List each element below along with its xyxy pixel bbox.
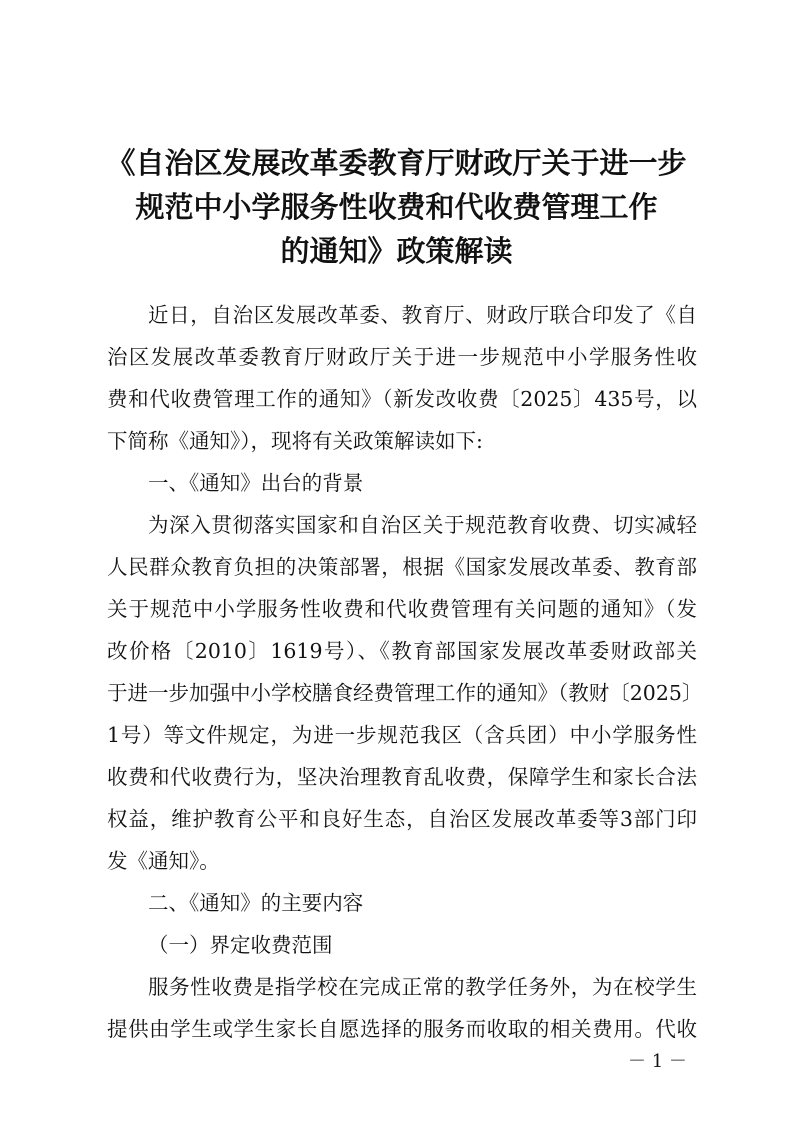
section-2-heading: 二、《通知》的主要内容 [148,891,364,915]
section-1-line-7: 收费和代收费行为，坚决治理教育乱收费，保障学生和家长合法 [107,765,697,789]
intro-line-3: 费和代收费管理工作的通知》（新发改收费〔2025〕435号，以 [107,387,697,411]
intro-line-1: 近日，自治区发展改革委、教育厅、财政厅联合印发了《自 [148,303,697,327]
section-2-line-1: 服务性收费是指学校在完成正常的教学任务外，为在校学生 [148,975,697,999]
section-1-line-2: 人民群众教育负担的决策部署，根据《国家发展改革委、教育部 [107,555,697,579]
section-2-subheading-1: （一）界定收费范围 [148,933,333,957]
title-line-3: 的通知》政策解读 [280,234,513,268]
title-line-1: 《自治区发展改革委教育厅财政厅关于进一步 [106,146,687,180]
section-1-line-1: 为深入贯彻落实国家和自治区关于规范教育收费、切实减轻 [148,513,697,537]
section-1-line-8: 权益，维护教育公平和良好生态，自治区发展改革委等3部门印 [107,807,697,831]
section-2-line-2: 提供由学生或学生家长自愿选择的服务而收取的相关费用。代收 [107,1017,697,1041]
section-1-line-5: 于进一步加强中小学校膳食经费管理工作的通知》（教财〔2025〕 [107,681,703,705]
section-1-line-6: 1号）等文件规定，为进一步规范我区（含兵团）中小学服务性 [107,723,697,747]
section-1-line-3: 关于规范中小学服务性收费和代收费管理有关问题的通知》（发 [107,597,697,621]
page-number: － 1 － [628,1051,687,1072]
title-line-2: 规范中小学服务性收费和代收费管理工作 [135,190,658,224]
section-1-heading: 一、《通知》出台的背景 [148,471,364,495]
section-1-line-9: 发《通知》。 [107,849,220,873]
section-1-line-4: 改价格〔2010〕1619号）、《教育部国家发展改革委财政部关 [107,639,697,663]
intro-line-4: 下简称《通知》），现将有关政策解读如下: [107,429,483,453]
intro-line-2: 治区发展改革委教育厅财政厅关于进一步规范中小学服务性收 [107,345,697,369]
